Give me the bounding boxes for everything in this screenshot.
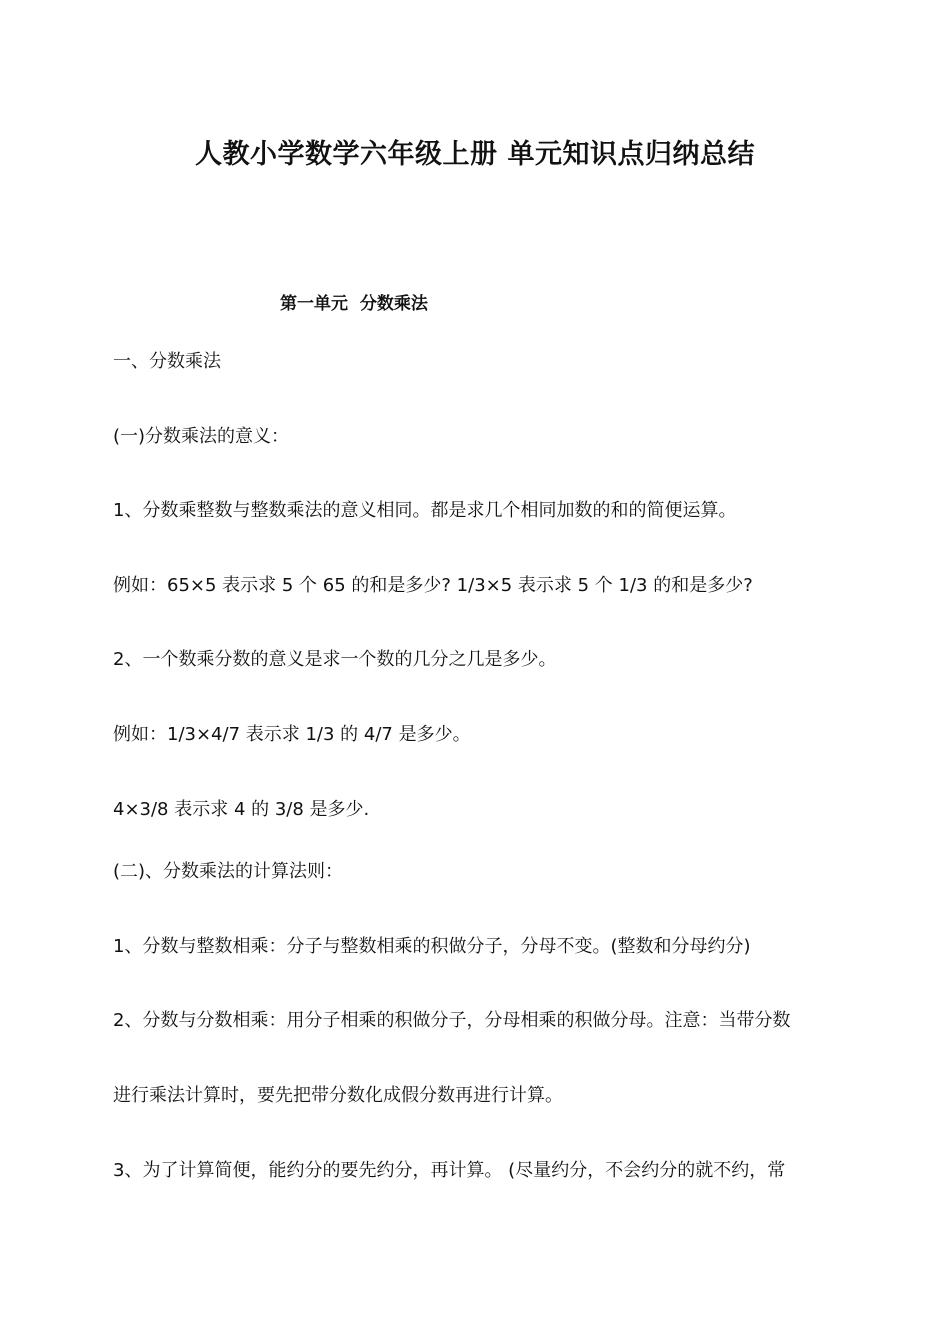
document-title: 人教小学数学六年级上册 单元知识点归纳总结 bbox=[195, 139, 755, 170]
paragraph-line: 3、为了计算简便，能约分的要先约分，再计算。 (尽量约分，不会约分的就不约，常 bbox=[113, 1160, 786, 1181]
paragraph-line: 1、分数与整数相乘：分子与整数相乘的积做分子，分母不变。(整数和分母约分) bbox=[113, 936, 751, 957]
paragraph-line: 2、一个数乘分数的意义是求一个数的几分之几是多少。 bbox=[113, 649, 557, 670]
example-line: 例如：65×5 表示求 5 个 65 的和是多少? 1/3×5 表示求 5 个 1/3 的和是多少? bbox=[113, 575, 753, 596]
paragraph-line: 2、分数与分数相乘：用分子相乘的积做分子，分母相乘的积做分母。注意：当带分数 bbox=[113, 1010, 791, 1031]
paragraph-line: 1、分数乘整数与整数乘法的意义相同。都是求几个相同加数的和的简便运算。 bbox=[113, 500, 737, 521]
subsection-heading-meaning: (一)分数乘法的意义： bbox=[113, 426, 290, 447]
subsection-heading-rules: (二)、分数乘法的计算法则： bbox=[113, 861, 344, 882]
section-heading-fraction-multiplication: 一、分数乘法 bbox=[113, 351, 221, 372]
unit-heading: 第一单元 分数乘法 bbox=[280, 294, 428, 314]
example-line: 例如：1/3×4/7 表示求 1/3 的 4/7 是多少。 bbox=[113, 724, 471, 745]
example-line: 4×3/8 表示求 4 的 3/8 是多少. bbox=[113, 799, 370, 820]
paragraph-line: 进行乘法计算时，要先把带分数化成假分数再进行计算。 bbox=[113, 1085, 563, 1106]
